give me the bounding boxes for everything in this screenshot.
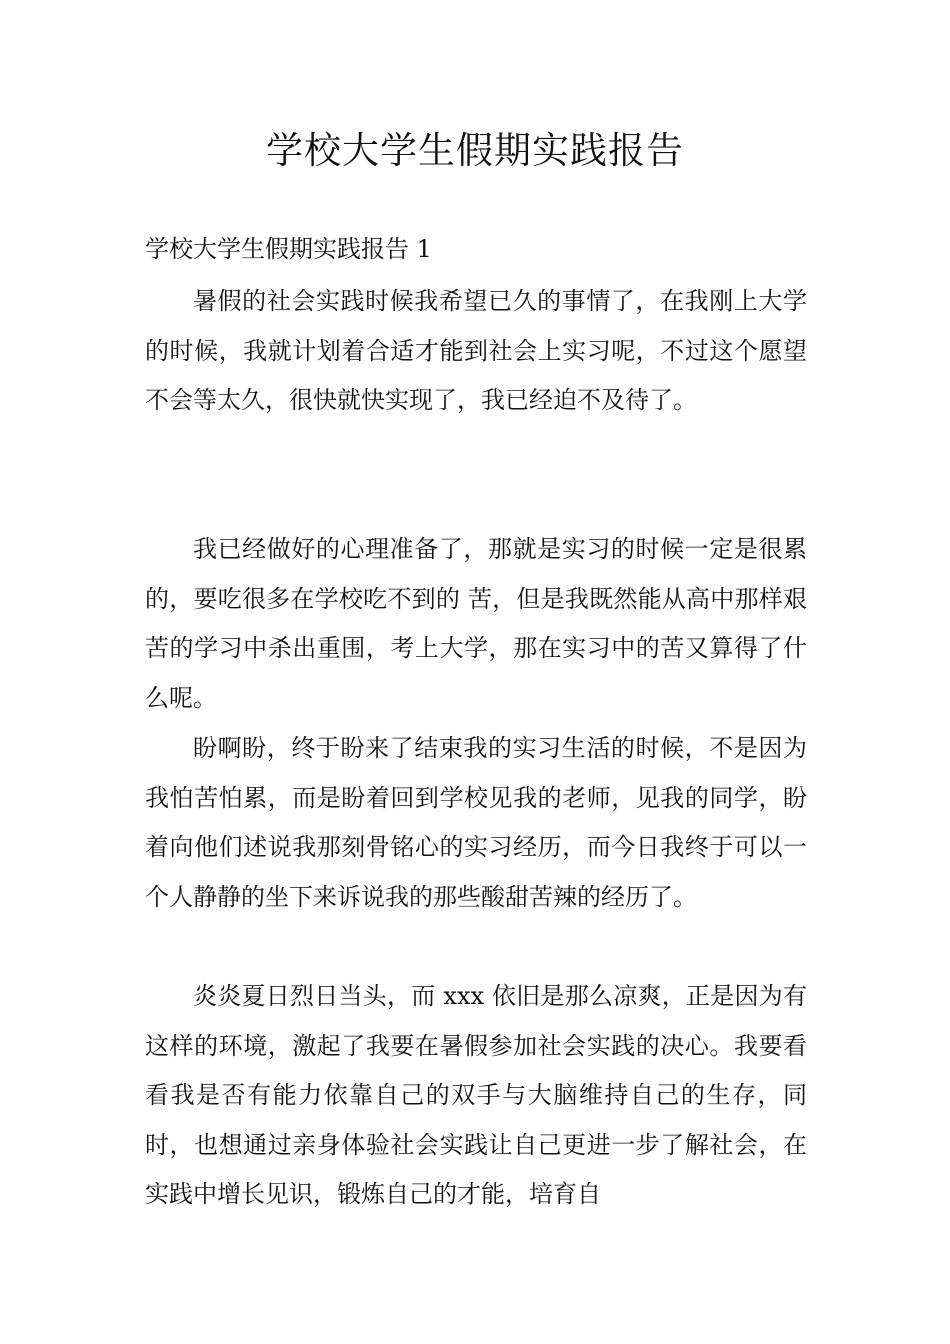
paragraph-1: 暑假的社会实践时候我希望已久的事情了，在我刚上大学的时候，我就计划着合适才能到社会上实习呢，不过这个愿望不会等太久，很快就快实现了，我已经迫不及待了。 xyxy=(145,287,807,415)
paragraph-4: 炎炎夏日烈日当头，而 xxx 依旧是那么凉爽，正是因为有这样的环境，激起了我要在暑假参加社会实践的决心。我要看看我是否有能力依靠自己的双手与大脑维持自己的生存，同时，也想通过亲身体验社会实践让自己更进一步了解社会，在实践中增长见识，锻炼自己的才能，培育自 xyxy=(145,982,807,1209)
paragraph-3: 盼啊盼，终于盼来了结束我的实习生活的时候，不是因为我怕苦怕累，而是盼着回到学校见我的老师，见我的同学，盼着向他们述说我那刻骨铭心的实习经历，而今日我终于可以一个人静静的坐下来诉说我的那些酸甜苦辣的经历了。 xyxy=(145,734,807,911)
document-title: 学校大学生假期实践报告 xyxy=(266,129,684,172)
section-heading: 学校大学生假期实践报告 1 xyxy=(145,235,432,263)
paragraph-2: 我已经做好的心理准备了，那就是实习的时候一定是很累的，要吃很多在学校吃不到的 苦，但是我既然能从高中那样艰苦的学习中杀出重围，考上大学，那在实习中的苦又算得了什么呢。 xyxy=(145,535,807,712)
